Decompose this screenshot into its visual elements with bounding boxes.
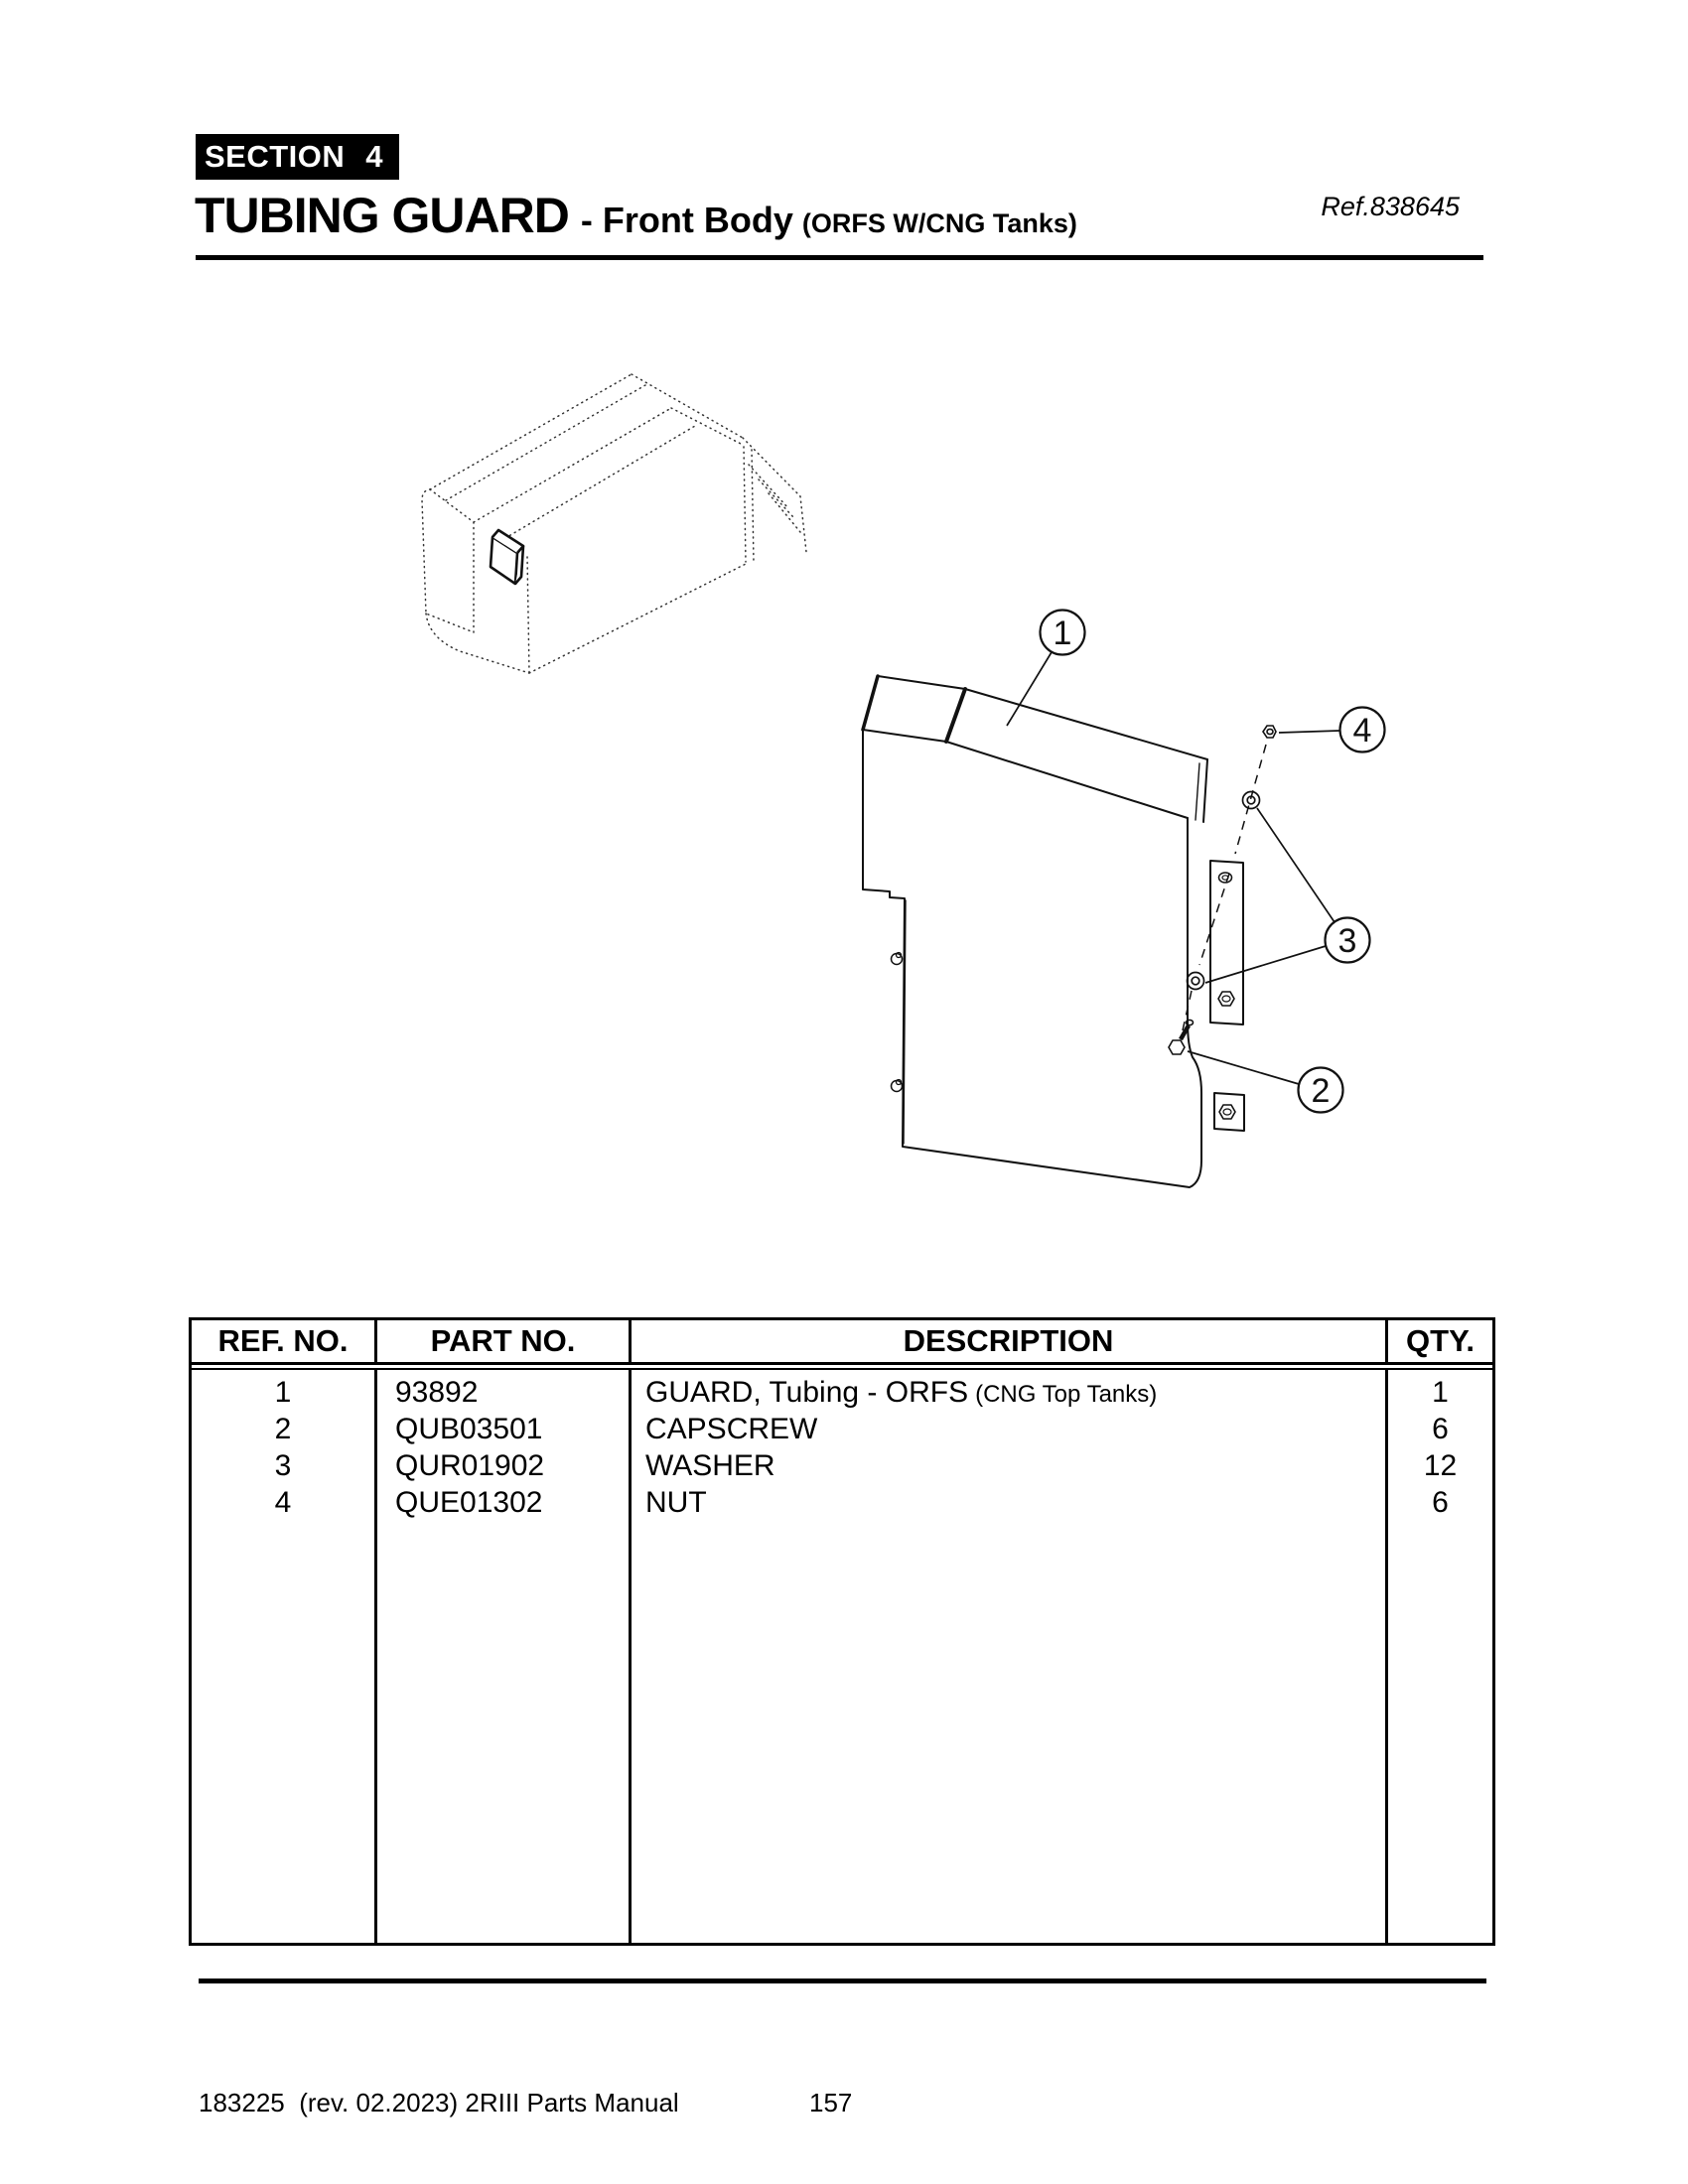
guard-installed-marker bbox=[491, 530, 523, 584]
column-header-ref-no: REF. NO. bbox=[192, 1320, 377, 1362]
table-cell-description: CAPSCREW bbox=[645, 1413, 818, 1445]
reference-number: Ref.838645 bbox=[1321, 192, 1460, 221]
page-title-separator: - bbox=[580, 200, 593, 240]
section-badge-label: SECTION bbox=[205, 139, 346, 174]
exploded-view-diagram bbox=[238, 268, 1489, 1251]
callout-label-2: 2 bbox=[1311, 1072, 1331, 1110]
table-cell-qty: 6 bbox=[1432, 1413, 1449, 1445]
parts-table bbox=[189, 1317, 1495, 1946]
page-title-note: (ORFS W/CNG Tanks) bbox=[801, 208, 1077, 238]
table-cell-part-no: QUR01902 bbox=[395, 1449, 545, 1482]
table-cell-part-no: 93892 bbox=[395, 1376, 479, 1409]
section-badge-number: 4 bbox=[365, 139, 383, 174]
description-note: (CNG Top Tanks) bbox=[975, 1381, 1158, 1408]
callout-label-1: 1 bbox=[1053, 614, 1072, 652]
ref-no-column bbox=[192, 1370, 377, 1943]
parts-table-body bbox=[192, 1370, 1492, 1943]
callout-leader-lines bbox=[1007, 652, 1339, 1084]
page-number: 157 bbox=[809, 2088, 853, 2117]
table-cell-ref-no: 4 bbox=[274, 1486, 292, 1519]
table-cell-part-no: QUE01302 bbox=[395, 1486, 543, 1519]
table-cell-qty: 12 bbox=[1423, 1449, 1458, 1482]
mounting-bracket bbox=[1210, 861, 1244, 1131]
front-body-wireframe bbox=[422, 374, 806, 673]
table-cell-ref-no: 1 bbox=[274, 1376, 292, 1409]
part-no-column bbox=[377, 1370, 632, 1943]
table-cell-description: GUARD, Tubing - ORFS (CNG Top Tanks) bbox=[645, 1376, 1158, 1409]
nut-part bbox=[1263, 726, 1276, 738]
table-cell-part-no: QUB03501 bbox=[395, 1413, 543, 1445]
page-title-main: TUBING GUARD bbox=[195, 188, 569, 243]
table-cell-ref-no: 3 bbox=[274, 1449, 292, 1482]
assembly-axis-dashed-line bbox=[1183, 745, 1266, 1030]
header-rule bbox=[196, 255, 1483, 260]
table-cell-qty: 6 bbox=[1432, 1486, 1449, 1519]
page-title bbox=[195, 188, 1077, 253]
callout-label-4: 4 bbox=[1352, 712, 1372, 750]
description-column bbox=[632, 1370, 1388, 1943]
washer-part-lower bbox=[1188, 973, 1204, 990]
footer-document-info: 183225 (rev. 02.2023) 2RIII Parts Manual bbox=[199, 2088, 679, 2117]
column-header-qty: QTY. bbox=[1406, 1323, 1475, 1358]
section-badge bbox=[196, 134, 399, 180]
washer-part-upper bbox=[1243, 792, 1260, 809]
table-cell-description: WASHER bbox=[645, 1449, 775, 1482]
page-title-subtitle: Front Body bbox=[602, 200, 793, 240]
table-cell-ref-no: 2 bbox=[274, 1413, 292, 1445]
qty-column bbox=[1388, 1370, 1492, 1943]
tubing-guard-part bbox=[863, 676, 1207, 1187]
callout-label-3: 3 bbox=[1337, 922, 1357, 960]
column-header-description: DESCRIPTION bbox=[632, 1320, 1388, 1362]
column-header-part-no: PART NO. bbox=[377, 1320, 632, 1362]
parts-table-header bbox=[192, 1320, 1492, 1365]
footer-rule bbox=[199, 1979, 1486, 1983]
table-cell-qty: 1 bbox=[1432, 1376, 1449, 1409]
table-cell-description: NUT bbox=[645, 1486, 707, 1519]
